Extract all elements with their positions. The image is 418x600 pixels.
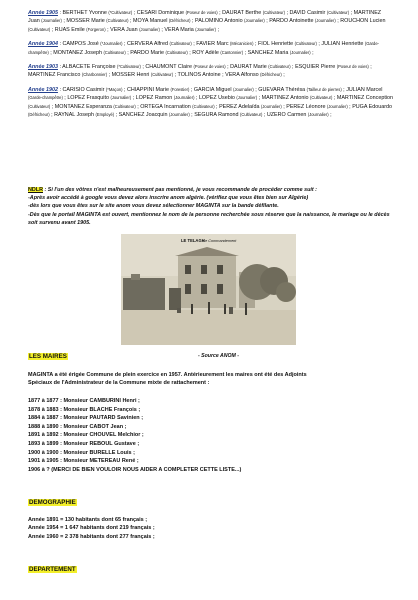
person-job: (*Journalier) xyxy=(100,41,123,47)
person-name: PALOMINO Antonio xyxy=(195,18,243,25)
person-name: DAVID Casimir xyxy=(289,10,326,16)
maire-row: 1891 à 1892 : Monsieur CHOUVEL Melchior ; xyxy=(28,432,144,439)
maires-list xyxy=(28,397,378,474)
person-name: LOPEZ Usebio xyxy=(198,95,235,102)
person-name: ROY Adèle xyxy=(192,49,219,56)
person-name: JULIAN Henriette xyxy=(321,41,364,48)
person-name: VERA Juan xyxy=(110,26,138,33)
person-job: (Défricheur) xyxy=(260,72,282,78)
nb-label: NDLR xyxy=(28,187,43,193)
person-job: (Journalier) xyxy=(244,18,265,24)
person-name: MOSSER Henri xyxy=(111,72,150,79)
person-job: (Cultivateur) xyxy=(28,103,51,109)
photo-caption-left: LE TELAGH xyxy=(181,238,205,243)
demographie-title: DEMOGRAPHIE xyxy=(29,499,76,506)
person-name: RUAS Emile xyxy=(54,26,85,33)
person-name: LOPEZ Ramon xyxy=(135,95,173,102)
year-block: Année 1904 : CAMPOS José (*Journalier) ; CERVERA Alfred (Cultivateur) ; FAVIER Marc (Mécanicien) ; FIOL Henriette (Cultivateur) ; JULIAN Henriette (Garde-champêtre) ; MONTANEZ Joseph (Cultivateur) ; PARDO Marie (Cultivateur) ; ROY Adèle (Cantonnier) ; SANCHEZ Maria (Journalier) ; xyxy=(28,41,379,56)
person-name: FAVIER Marc xyxy=(196,41,229,48)
maires-title: LES MAIRES xyxy=(29,353,67,360)
person-job: (Cultivateur) xyxy=(28,26,51,32)
person-job: (*Cultivateur) xyxy=(108,10,133,15)
person-name: CARISIO Casimir xyxy=(62,86,105,93)
person-name: SANCHEZ Joacquin xyxy=(118,112,168,119)
person-job: (Cultivateur) xyxy=(169,41,192,47)
demographie-row: Année 1960 = 2 378 habitants dont 277 français ; xyxy=(28,533,155,540)
person-name: PARDO Marie xyxy=(130,49,164,56)
person-name: PEREZ Adelaïda xyxy=(219,103,260,110)
person-name: MARTINEZ Conception xyxy=(336,95,394,102)
person-job: (Cultivateur) xyxy=(103,49,126,55)
person-name: GARCIA Miguel xyxy=(193,86,232,93)
person-name: MONTANEZ Joseph xyxy=(53,49,102,56)
maire-row: 1893 à 1899 : Monsieur REBOUL Gustave ; xyxy=(28,440,140,447)
person-name: MARTINEZ Antonio xyxy=(261,95,309,102)
maire-row: 1878 à 1883 : Monsieur BLACHE François ; xyxy=(28,406,141,413)
person-job: (Charbonnier) xyxy=(81,72,108,78)
person-name: CAMPOS José xyxy=(62,41,99,48)
person-name: MOSSER Marie xyxy=(66,18,105,25)
person-name: JULIAN Marcel xyxy=(346,86,383,93)
person-name: VERA Maria xyxy=(164,26,194,33)
person-name: ROUCHON Lucien xyxy=(340,18,386,25)
person-job: (Forgeron) xyxy=(86,26,106,32)
demographie-list xyxy=(28,516,155,541)
maire-row: 1906 à ? (MERCI DE BIEN VOULOIR NOUS AIDER A COMPLETER CETTE LISTE...) xyxy=(28,466,242,473)
person-job: (Journalier) xyxy=(110,95,132,101)
maire-row: 1900 à 1900 : Monsieur BURELLE Louis ; xyxy=(28,449,135,456)
maire-row: 1888 à 1890 : Monsieur CABOT Jean ; xyxy=(28,423,127,430)
person-job: (Journalier) xyxy=(41,18,62,24)
person-job: (Journalier) xyxy=(168,112,190,118)
person-job: (Journalier) xyxy=(315,18,336,24)
nb-line: -dès lors que vous êtes sur le site anom vous devez sélectionner MAGINTA sur la bande défilante. xyxy=(28,203,279,210)
person-job: (Journalier) xyxy=(139,26,160,32)
person-job: (Défricheur) xyxy=(168,18,191,24)
person-job: (Poseur de voies) xyxy=(185,10,218,15)
year-list xyxy=(28,9,394,125)
person-job: (Journalier) xyxy=(195,26,216,32)
person-job: (Tailleur de pierres) xyxy=(306,86,342,92)
person-job: (Journalier) xyxy=(261,103,282,109)
maires-source: - Source ANOM - xyxy=(198,353,240,359)
person-name: MOYA Manuel xyxy=(133,18,168,25)
person-name: FIOL Henriette xyxy=(257,41,294,48)
person-job: (Cultivateur) xyxy=(262,10,285,15)
person-name: CHIAPPINI Marie xyxy=(127,86,169,93)
person-job: (Cultivateur) xyxy=(268,64,291,70)
nb-line: -Après avoir accédé à google vous devez alors inscrire anom algérie. (vérifiez que vous êtes bien sur Algérie) xyxy=(28,195,309,202)
maire-row: 1901 à 1905 : Monsieur METEREAU René ; xyxy=(28,458,139,465)
person-job: (Cultivateur) xyxy=(294,41,317,47)
person-name: LOPEZ Frasquito xyxy=(67,95,109,102)
person-name: BERTHET Yvonne xyxy=(62,10,107,16)
person-job: (Journalier) xyxy=(307,112,329,118)
maires-intro-line: MAGINTA a été érigée Commune de plein exercice en 1957. Antérieurement les maires ont été des Adjoints xyxy=(28,372,307,378)
person-name: TOLINOS Antoine xyxy=(177,72,221,79)
person-name: PARDO Antoinette xyxy=(269,18,314,25)
departement-title: DEPARTEMENT xyxy=(29,566,76,573)
person-name: SANCHEZ Maria xyxy=(247,49,289,56)
person-name: UZERO Carmen xyxy=(266,112,307,119)
person-job: (Cultivateur) xyxy=(165,49,188,55)
year-block: Année 1903 : ALBACETE Françoise (*Cultivateur) ; CHAUMONT Claire (Poseur de voies) ; DAURAT Marie (Cultivateur) ; ESQUIER Pierre (Poseur de voies) ; MARTINEZ Francisco (Charbonnier) ; MOSSER Henri (Cultivateur) ; TOLINOS Antoine ; VERA Alfonso (Défricheur) ; xyxy=(28,64,372,79)
person-name: VERA Alfonso xyxy=(225,72,259,79)
maire-row: 1877 à 1877 : Monsieur CAMBURINI Henri ; xyxy=(28,398,140,404)
demographie-row: Année 1954 = 1 647 habitants dont 219 français ; xyxy=(28,525,155,532)
person-name: RAYNAL Joseph xyxy=(54,112,94,119)
nb-line: Si l'un des vôtres n'est malheureusement pas mentionné, je vous recommande de procéder comme suit : xyxy=(47,187,317,193)
person-job: (Poseur de voies) xyxy=(336,64,369,70)
nb-line: -Dès que le portail MAGINTA est ouvert, mentionnez le nom de la personne recherchée sous réserve que la naissance, le mariage ou le décès soit survenu avant 1905. xyxy=(28,211,390,226)
year-block: Année 1902 : CARISIO Casimir (*Maçon) ; CHIAPPINI Marie (Forestier) ; GARCIA Miguel (Journalier) ; GUEVARA Thérésa (Tailleur de pierres) ; JULIAN Marcel (Garde-champêtre) ; LOPEZ Frasquito (Journalier) ; LOPEZ Ramon (Journalier) ; LOPEZ Usebio (Journalier) ; MARTINEZ Antonio (Cultivateur) ; MARTINEZ Conception (Cultivateur) ; MONTANEZ Esperanza (Cultivateur) ; ORTEGA Incarnation (Cultivateur) ; PEREZ Adelaïda (Journalier) ; PEREZ Léonore (Journalier) ; PUGA Edouardo (Défricheur) ; RAYNAL Joseph (Employé) ; SANCHEZ Joacquin (Journalier) ; SEGURA Ramond (Cultivateur) ; UZERO Carmen (Journalier) ; xyxy=(28,86,394,119)
maire-row: 1884 à 1887 : Monsieur PAUTARD Savinien ; xyxy=(28,415,144,422)
person-job: (Cultivateur) xyxy=(150,72,174,78)
person-name: MONTANEZ Esperanza xyxy=(54,103,112,110)
person-job: (Employé) xyxy=(95,112,115,118)
person-name: DAURAT Berthe xyxy=(222,10,262,16)
person-job: (Journalier) xyxy=(233,86,254,92)
person-name: ESQUIER Pierre xyxy=(295,64,336,71)
person-job: (*Cultivateur) xyxy=(117,64,141,70)
person-job: (Journalier) xyxy=(236,95,258,101)
person-job: (Cultivateur) xyxy=(326,10,350,15)
person-name: PEREZ Léonore xyxy=(286,103,326,110)
person-job: (Défricheur) xyxy=(28,112,50,118)
person-job: (Journalier) xyxy=(326,103,348,109)
village-photo-drawing xyxy=(121,234,296,345)
person-job: (Cultivateur) xyxy=(240,112,263,118)
person-name: ORTEGA Incarnation xyxy=(140,103,191,110)
demographie-row: Année 1891 = 130 habitants dont 65 français ; xyxy=(28,517,148,523)
year-label: Année 1902 xyxy=(28,86,58,93)
maires-intro-line: Spéciaux de l'Administrateur de la Commune mixte de rattachement : xyxy=(28,380,210,387)
year-block: Année 1905 : BERTHET Yvonne (*Cultivateur) ; CESARI Dominique (Poseur de voies) ; DAURAT Berthe (Cultivateur) ; DAVID Casimir (Cultivateur) ; MARTINEZ Juan (Journalier) ; MOSSER Marie (Cultivateur) ; MOYA Manuel (Défricheur) ; PALOMINO Antonio (Journalier) ; PARDO Antoinette (Journalier) ; ROUCHON Lucien (Cultivateur) ; RUAS Emile (Forgeron) ; VERA Juan (Journalier) ; VERA Maria (Journalier) ; xyxy=(28,10,386,33)
year-label: Année 1904 xyxy=(28,41,58,48)
person-job: (Cultivateur) xyxy=(310,95,333,101)
person-name: CHAUMONT Claire xyxy=(145,64,193,71)
person-job: (Garde-champêtre) xyxy=(28,95,63,101)
photo-caption-right: Le Commandement xyxy=(203,239,237,243)
person-job: (Mécanicien) xyxy=(230,41,254,47)
person-job: (Forestier) xyxy=(170,86,190,92)
person-job: (Garde-champêtre) xyxy=(28,41,379,55)
person-name: DAURAT Marie xyxy=(230,64,267,71)
person-name: CESARI Dominique xyxy=(136,10,185,16)
person-job: (Cultivateur) xyxy=(192,103,215,109)
person-name: ALBACETE Françoise xyxy=(62,64,116,71)
year-label: Année 1905 xyxy=(28,10,58,16)
year-label: Année 1903 xyxy=(28,64,58,71)
maires-intro xyxy=(28,371,388,388)
person-name: CERVERA Alfred xyxy=(127,41,168,48)
village-photo xyxy=(121,234,296,345)
person-name: GUEVARA Thérésa xyxy=(258,86,306,93)
person-job: (*Maçon) xyxy=(105,86,123,92)
person-job: (Journalier) xyxy=(173,95,195,101)
person-job: (Cantonnier) xyxy=(220,49,244,55)
person-job: (Cultivateur) xyxy=(113,103,136,109)
person-job: (Poseur de voies) xyxy=(193,64,226,70)
person-job: (Journalier) xyxy=(289,49,311,55)
person-job: (Cultivateur) xyxy=(106,18,129,24)
nb-note: NDLR : Si l'un des vôtres n'est malheureusement pas mentionné, je vous recommande de procéder comme suit : -Après avoir accédé à google vous devez alors inscrire anom algérie. (vérifiez que vous êtes bien sur Algérie) -dès lors que vous êtes sur le site anom vous devez sélectionner MAGINTA sur la bande défilante. -Dès que le portail MAGINTA est ouvert, mentionnez le nom de la personne recherchée sous réserve que la naissance, le mariage ou le décès soit survenu avant 1905. xyxy=(28,187,390,226)
person-name: MARTINEZ Francisco xyxy=(28,72,81,79)
person-name: PUGA Edouardo xyxy=(352,103,393,110)
person-name: MARTINEZ Juan xyxy=(28,10,382,25)
person-name: SEGURA Ramond xyxy=(194,112,239,119)
